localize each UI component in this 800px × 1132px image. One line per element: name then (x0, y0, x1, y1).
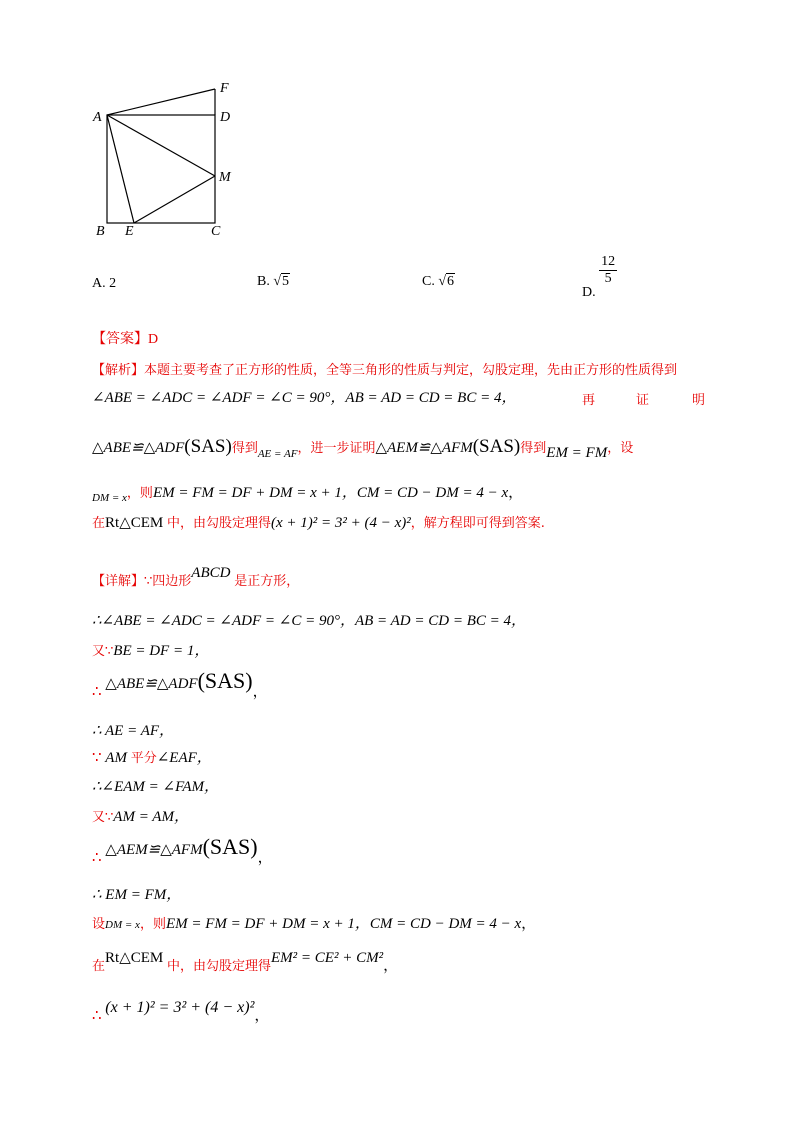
label-d: D (220, 110, 231, 125)
detail-line-12: ∴ (x + 1)² = 3² + (4 − x)²， (92, 999, 270, 1024)
detail-line-8: ∴ △AEM≌△AFM(SAS)， (92, 834, 273, 866)
analysis-line-3: $_{DM = x}$，则EM = FM = DF + DM = x + 1，CM = CD − DM = 4 − x， (92, 485, 524, 504)
geometry-figure (85, 75, 245, 245)
label-b: B (96, 224, 105, 239)
detail-line-5: ∵ AM 平分∠EAF， (92, 750, 212, 766)
segment-af (107, 89, 215, 115)
option-c: C. √6 (422, 274, 455, 289)
detail-line-3: ∴ △ABE≌△ADF(SAS)， (92, 668, 268, 700)
analysis-line-4: 在Rt△CEM 中，由勾股定理得(x + 1)² = 3² + (4 − x)²，解方程即可得到答案. (92, 515, 545, 531)
option-b: B. √5 (257, 274, 290, 289)
detail-line-0: 【详解】∵四边形ABCD 是正方形， (92, 565, 300, 589)
answer-value: D (148, 332, 159, 347)
label-m: M (219, 170, 231, 185)
analysis-line-1-w2: 证 (636, 393, 650, 408)
analysis-line-1: ∠ABE = ∠ADC = ∠ADF = ∠C = 90°，AB = AD = CD = BC = 4， (92, 390, 517, 406)
segment-ae (107, 115, 134, 223)
analysis-tag: 【解析】 (92, 363, 145, 378)
option-a: A. 2 (92, 276, 117, 291)
answer-tag: 【答案】 (92, 331, 148, 347)
detail-line-10: 设DM = x，则EM = FM = DF + DM = x + 1，CM = CD − DM = 4 − x， (92, 916, 537, 932)
detail-line-7: 又∵AM = AM， (92, 809, 189, 825)
detail-tag: 【详解】 (92, 574, 145, 589)
sqrt-symbol: √6 (438, 274, 455, 289)
analysis-line-1-w1: 再 (582, 393, 596, 408)
label-f: F (220, 81, 229, 96)
label-c: C (211, 224, 221, 239)
detail-line-6: ∴∠EAM = ∠FAM， (92, 779, 220, 795)
detail-line-2: 又∵BE = DF = 1， (92, 643, 210, 659)
analysis-line-1-w3: 明 (692, 393, 706, 408)
option-d: D. $\frac{12}{5}$ (582, 254, 616, 300)
sqrt-symbol: √5 (273, 274, 290, 289)
detail-line-11: 在Rt△CEM 中，由勾股定理得EM² = CE² + CM²， (92, 950, 399, 974)
analysis-line-2: △ABE≌△ADF(SAS)得到$_{AE = AF}$，进一步证明△AEM≌△AFM(SAS)得到EM = FM，设 (92, 436, 634, 461)
detail-line-1: ∴∠ABE = ∠ADC = ∠ADF = ∠C = 90°，AB = AD = CD = BC = 4， (92, 613, 526, 629)
segment-am (107, 115, 215, 176)
answer-line (92, 328, 158, 348)
detail-line-9: ∴ EM = FM， (92, 887, 182, 903)
segment-em (134, 176, 215, 223)
analysis-intro: 【解析】本题主要考查了正方形的性质，全等三角形的性质与判定，勾股定理，先由正方形的性质得到 (92, 363, 678, 378)
detail-line-4: ∴ AE = AF， (92, 723, 175, 739)
fraction: $\frac{12}{5}$ (601, 254, 616, 286)
label-a: A (93, 110, 102, 125)
label-e: E (125, 224, 134, 239)
